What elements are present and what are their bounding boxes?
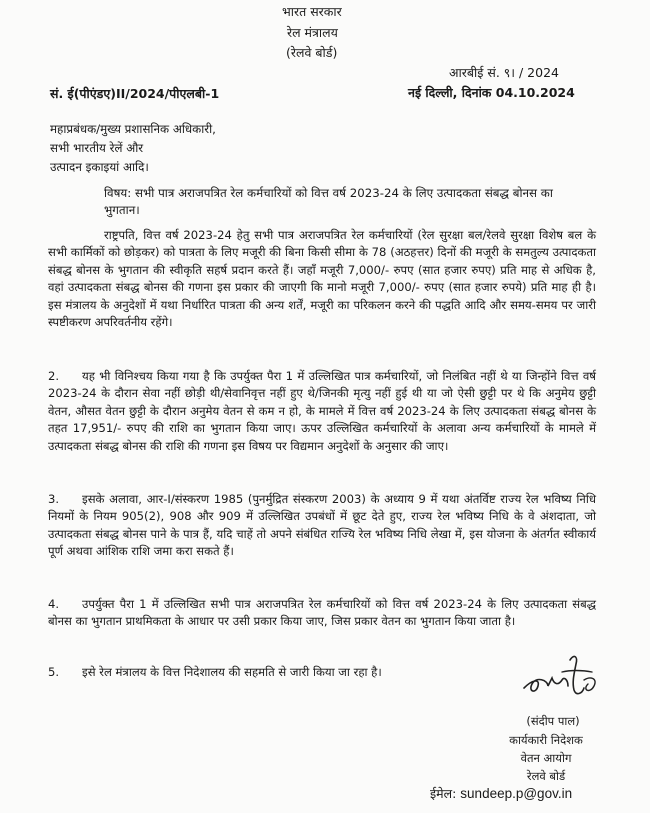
subject: विषय: सभी पात्र अराजपत्रित रेल कर्मचारियों को वित्त वर्ष 2023-24 के लिए उत्पादकता संबद्ध बोनस का भुगतान। (104, 186, 553, 217)
paragraph-text: इसे रेल मंत्रालय के वित्त निदेशालय की सहमति से जारी किया जा रहा है। (82, 665, 382, 679)
header-board: (रेलवे बोर्ड) (286, 45, 338, 60)
paragraph-text: उपर्युक्त पैरा 1 में उल्लिखित सभी पात्र अराजपत्रित रेल कर्मचारियों को वित्त वर्ष 2023-24 के लिए उत्पादकता संबद्ध बोनस का भुगतान प्राथमिकता के आधार पर उसी प्रकार किया जाए, जिस प्रकार वेतन का भुगतान किया जाता है। (48, 597, 596, 629)
header-ministry: रेल मंत्रालय (287, 25, 338, 40)
paragraph-2 (48, 368, 596, 455)
paragraph-5 (48, 664, 596, 681)
email-address[interactable]: sundeep.p@gov.in (460, 786, 573, 801)
addressee-line: महाप्रबंधक/मुख्य प्रशासनिक अधिकारी, (50, 122, 216, 136)
signatory-office: वेतन आयोग (520, 751, 572, 765)
place-date: नई दिल्ली, दिनांक 04.10.2024 (408, 85, 575, 100)
paragraph-number: 2. (48, 369, 60, 383)
paragraph-number: 4. (48, 597, 60, 611)
paragraph-text: इसके अलावा, आर-I/संस्करण 1985 (पुनर्मुद्रित संस्करण 2003) के अध्याय 9 में यथा अंतर्विष्ट राज्य रेल भविष्य निधि नियमों के नियम 905(2), 908 और 909 में उल्लिखित उपबंधों में छूट देते हुए, राज्य रेल भविष्य निधि के वे अंशदाता, जो उत्पादकता संबद्ध बोनस पाने के पात्र हैं, यदि चाहें तो अपने संबंधित राज्यि रेल भविष्य निधि लेखा में, इस योजना के अंतर्गत स्वीकार्य पूर्ण अथवा आंशिक राशि जमा करा सकते हैं। (48, 492, 596, 559)
signatory-designation: कार्यकारी निदेशक (509, 733, 583, 747)
addressee-line: सभी भारतीय रेलें और (50, 141, 144, 155)
paragraph-number: 5. (48, 665, 60, 679)
paragraph-1 (48, 227, 596, 331)
addressee-block (50, 120, 216, 177)
email-line (430, 785, 572, 802)
signatory-name: (संदीप पाल) (526, 714, 580, 728)
paragraph-4 (48, 596, 596, 631)
paragraph-text: यह भी विनिश्चय किया गया है कि उपर्युक्त पैरा 1 में उल्लिखित पात्र कर्मचारियों, जो निलंबित नहीं थे या जिन्होंने वित्त वर्ष 2023-24 के दौरान सेवा नहीं छोड़ी थी/सेवानिवृत्त नहीं हुए थे/जिनकी मृत्यु नहीं हुई थी या जो ऐसी छुट्टी पर थे कि अनुमेय छुट्टी वेतन, औसत वेतन छुट्टी के दौरान अनुमेय वेतन से कम न हो, के मामले में वित्त वर्ष 2023-24 के लिए उत्पादकता संबद्ध बोनस के तहत 17,951/- रुपए की राशि का भुगतान किया जाए। ऊपर उल्लिखित कर्मचारियों के अलावा अन्य कर्मचारियों के मामले में उत्पादकता संबद्ध बोनस की राशि की गणना इस विषय पर विद्यमान अनुदेशों के अनुसार की जाए। (48, 369, 596, 453)
paragraph-3 (48, 491, 596, 561)
header-govt: भारत सरकार (282, 4, 342, 19)
file-number: सं. ई(पीएंडए)II/2024/पीएलबी-1 (50, 86, 220, 101)
addressee-line: उत्पादन इकाइयां आदि। (50, 160, 149, 174)
paragraph-number: 3. (48, 492, 60, 506)
rbe-number: आरबीई सं. ९। / 2024 (449, 65, 559, 80)
handwritten-signature (518, 650, 608, 706)
paragraph-text: राष्ट्रपति, वित्त वर्ष 2023-24 हेतु सभी पात्र अराजपत्रित रेल कर्मचारियों (रेल सुरक्षा बल/रेलवे सुरक्षा विशेष बल के सभी कार्मिकों को छोड़कर) को पात्रता के लिए मजूरी की बिना किसी सीमा के 78 (अठहत्तर) दिनों की मजूरी के समतुल्य उत्पादकता संबद्ध बोनस के भुगतान की स्वीकृति सहर्ष प्रदान करते हैं। जहाँ मजूरी 7,000/- रुपए (सात हजार रुपए) प्रति माह से अधिक है, वहां उत्पादकता संबद्ध बोनस की गणना इस प्रकार की जाएगी कि मानो मजूरी 7,000/- रुपए (सात हजार रुपये) प्रति माह ही है। इस मंत्रालय के अनुदेशों में यथा निर्धारित पात्रता की अन्य शर्तें, मजूरी का परिकलन करने की पद्धति आदि और समय-समय पर जारी स्पष्टीकरण अपरिवर्तनीय रहेंगे। (48, 228, 596, 330)
email-label: ईमेल: (430, 786, 457, 801)
signatory-org: रेलवे बोर्ड (526, 769, 566, 783)
